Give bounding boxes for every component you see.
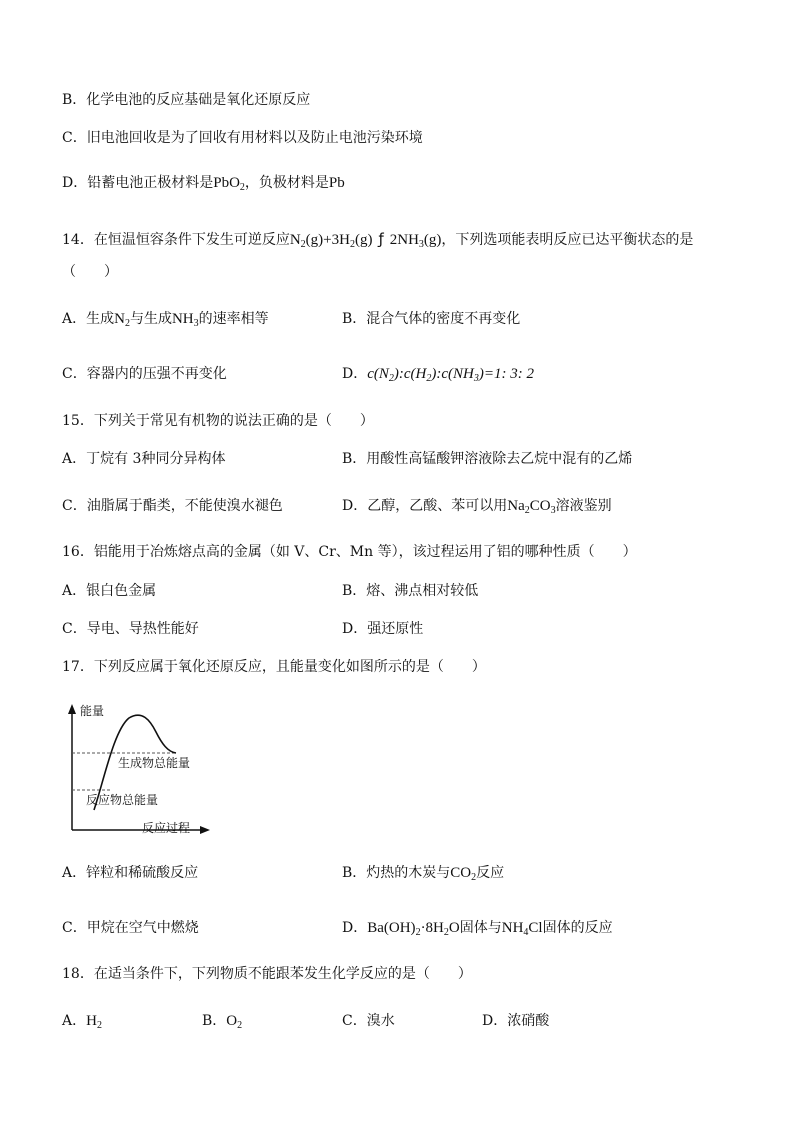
q16-option-b: B．熔、沸点相对较低 [342, 583, 479, 599]
q17-option-d: D．$Ba(OH)_2\cdot 8H_2O$固体与$NH_4Cl$固体的反应 [342, 920, 613, 938]
q13-option-d: D．铅蓄电池正极材料是PbO$_2$，负极材料是Pb [62, 175, 345, 193]
q17-stem: 17．下列反应属于氧化还原反应，且能量变化如图所示的是（ ） [62, 659, 486, 675]
fig-x-label: 反应过程 [142, 821, 191, 835]
q16-option-d: D．强还原性 [342, 621, 424, 637]
q14-stem: 14．在恒温恒容条件下发生可逆反应$N_2(g)+3H_2(g)$ ƒ $2NH_3(g)$，下列选项能表明反应已达平衡状态的是 [62, 230, 694, 250]
q17-option-c: C．甲烷在空气中燃烧 [62, 920, 199, 936]
q16-option-c: C．导电、导热性能好 [62, 621, 199, 637]
fig-product-label: 生成物总能量 [118, 756, 191, 770]
q15-option-d: D．乙醇，乙酸、苯可以用$Na_2CO_3$溶液鉴别 [342, 498, 612, 516]
fig-y-label: 能量 [80, 704, 105, 718]
q15-option-c: C．油脂属于酯类，不能使溴水褪色 [62, 498, 283, 514]
q14-option-a: A．生成$N_2$与生成$NH_3$的速率相等 [62, 311, 269, 329]
x-axis-arrow-icon [200, 826, 210, 834]
q18-stem: 18．在适当条件下，下列物质不能跟苯发生化学反应的是（ ） [62, 966, 472, 982]
q15-option-b: B．用酸性高锰酸钾溶液除去乙烷中混有的乙烯 [342, 451, 633, 467]
q15-option-a: A．丁烷有 3种同分异构体 [62, 451, 226, 467]
equilibrium-arrow-icon: ƒ [378, 230, 384, 248]
q17-option-b: B．灼热的木炭与$CO_2$反应 [342, 865, 505, 883]
q17-option-a: A．锌粒和稀硫酸反应 [62, 865, 199, 881]
q16-option-a: A．银白色金属 [62, 583, 157, 599]
energy-diagram [64, 700, 214, 840]
q14-option-d: D．$c(N_2):c(H_2):c(NH_3)=1$: 3: 2 [342, 366, 534, 384]
q14-option-c: C．容器内的压强不再变化 [62, 366, 227, 382]
q14-answer-paren: （ ） [62, 264, 118, 280]
q18-option-b: B．$O_2$ [202, 1013, 243, 1031]
q16-stem: 16．铝能用于冶炼熔点高的金属（如 V、Cr、Mn 等），该过程运用了铝的哪种性质（ ） [62, 544, 637, 560]
y-axis-arrow-icon [68, 704, 76, 714]
q18-option-d: D．浓硝酸 [482, 1013, 550, 1029]
q15-stem: 15．下列关于常见有机物的说法正确的是（ ） [62, 413, 374, 429]
q13-option-c: C．旧电池回收是为了回收有用材料以及防止电池污染环境 [62, 130, 423, 146]
fig-reactant-label: 反应物总能量 [86, 793, 159, 807]
q18-option-a: A．$H_2$ [62, 1013, 102, 1031]
q14-option-b: B．混合气体的密度不再变化 [342, 311, 521, 327]
q18-option-c: C．溴水 [342, 1013, 395, 1029]
q13-option-b: B．化学电池的反应基础是氧化还原反应 [62, 92, 311, 108]
